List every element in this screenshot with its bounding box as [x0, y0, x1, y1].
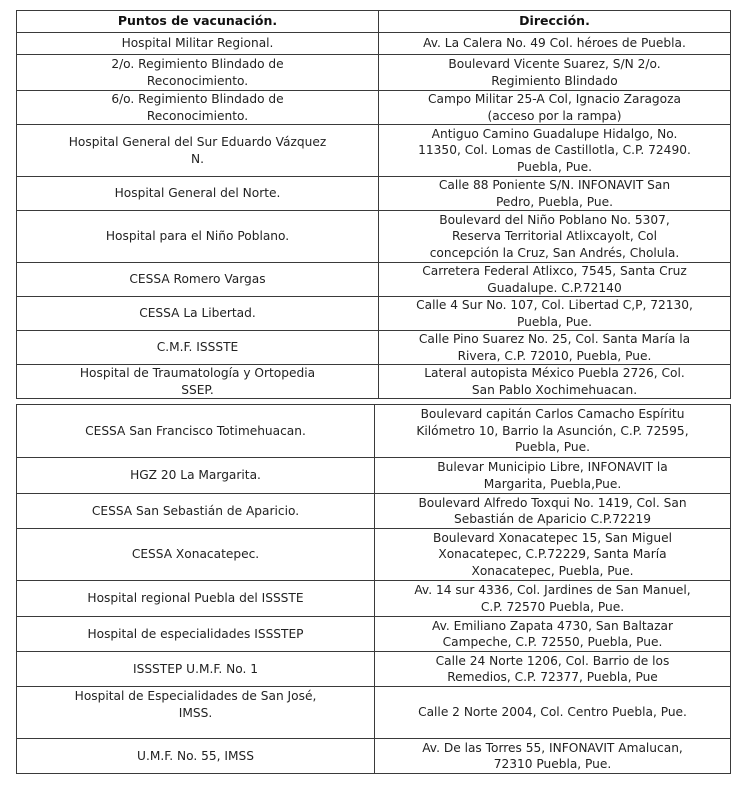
address-cell [375, 529, 731, 581]
vaccination-point-cell [17, 297, 379, 331]
address-line: Boulevard Vicente Suarez, S/N 2/o. [448, 57, 661, 71]
vaccination-point-name: Hospital para el Niño Poblano. [105, 229, 290, 244]
vaccination-point-cell [17, 55, 379, 91]
address-line: Xonacatepec, C.P.72229, Santa María [438, 547, 667, 562]
address-cell [375, 458, 731, 494]
table-row [17, 33, 731, 55]
vaccination-point-name: N. [191, 151, 204, 166]
address-line: Calle 24 Norte 1206, Col. Barrio de los [435, 653, 670, 668]
address-line: Av. La Calera No. 49 Col. héroes de Puebla. [423, 36, 686, 51]
table-row [17, 91, 731, 125]
address-cell [379, 297, 731, 331]
address-line: Campo Militar 25-A Col, Ignacio Zaragoza [428, 92, 681, 106]
address-line: Guadalupe. C.P.72140 [487, 280, 622, 295]
vaccination-point-name: Hospital General del Sur Eduardo Vázquez [68, 135, 327, 149]
vaccination-point-name: IMSS. [178, 705, 213, 720]
vaccination-point-cell [17, 177, 379, 211]
vaccination-point-cell [17, 581, 375, 617]
address-line: Remedios, C.P. 72377, Puebla, Pue [447, 670, 658, 684]
vaccination-point-name: HGZ 20 La Margarita. [130, 468, 261, 483]
vaccination-point-name: Hospital de Traumatología y Ortopedia [79, 366, 316, 380]
address-line: Xonacatepec, Puebla, Pue. [471, 563, 634, 578]
address-cell [379, 91, 731, 125]
table-row [17, 177, 731, 211]
table-row [17, 263, 731, 297]
table-row [17, 458, 731, 494]
address-line: Calle 4 Sur No. 107, Col. Libertad C,P, 72130, [416, 298, 693, 312]
vaccination-point-cell [17, 331, 379, 365]
vaccination-point-name: Hospital Militar Regional. [121, 36, 274, 51]
address-line: Puebla, Pue. [517, 314, 592, 329]
address-line: Calle 2 Norte 2004, Col. Centro Puebla, Pue. [418, 705, 687, 720]
vaccination-point-cell [17, 91, 379, 125]
table-row [17, 652, 731, 687]
address-line: C.P. 72570 Puebla, Pue. [480, 599, 625, 614]
vaccination-point-cell [17, 494, 375, 529]
table-row [17, 529, 731, 581]
vaccination-point-name: SSEP. [181, 382, 214, 397]
vaccination-point-name: CESSA San Sebastián de Aparicio. [91, 503, 300, 518]
address-cell [379, 55, 731, 91]
address-line: Rivera, C.P. 72010, Puebla, Pue. [457, 348, 652, 363]
address-line: Kilómetro 10, Barrio la Asunción, C.P. 72595, [416, 423, 689, 438]
address-line: Antiguo Camino Guadalupe Hidalgo, No. [431, 126, 678, 141]
address-line: Calle Pino Suarez No. 25, Col. Santa María la [418, 332, 691, 346]
vaccination-point-name: Hospital General del Norte. [114, 186, 281, 201]
address-cell [375, 617, 731, 652]
address-cell [375, 581, 731, 617]
vaccination-point-cell [17, 652, 375, 687]
vaccination-point-name: CESSA Xonacatepec. [131, 547, 260, 562]
table-row [17, 211, 731, 263]
address-cell [379, 211, 731, 263]
vaccination-point-name: Hospital regional Puebla del ISSSTE [87, 591, 304, 606]
vaccination-point-cell [17, 33, 379, 55]
address-cell [379, 263, 731, 297]
address-line: Av. Emiliano Zapata 4730, San Baltazar [432, 618, 673, 633]
table-row [17, 405, 731, 458]
vaccination-point-name: CESSA Romero Vargas [129, 272, 266, 287]
vaccination-point-cell [17, 529, 375, 581]
vaccination-point-cell [17, 125, 379, 177]
address-line: San Pablo Xochimehuacan. [471, 382, 638, 397]
vaccination-point-cell [17, 365, 379, 399]
address-cell [375, 405, 731, 458]
vaccination-point-cell [17, 405, 375, 458]
vaccination-table-bottom [16, 404, 731, 774]
address-line: Pedro, Puebla, Pue. [495, 194, 614, 209]
vaccination-point-cell [17, 211, 379, 263]
table-row [17, 331, 731, 365]
address-line: Margarita, Puebla,Pue. [483, 476, 622, 491]
vaccination-point-name: Hospital de especialidades ISSSTEP [87, 626, 304, 641]
address-line: concepción la Cruz, San Andrés, Cholula. [429, 245, 680, 260]
vaccination-point-cell [17, 458, 375, 494]
address-line: Boulevard capitán Carlos Camacho Espíritu [420, 407, 685, 422]
table-top-body [17, 33, 731, 399]
address-line: Carretera Federal Atlixco, 7545, Santa Cruz [422, 264, 687, 278]
vaccination-point-cell [17, 617, 375, 652]
address-line: Boulevard Alfredo Toxqui No. 1419, Col. San [418, 495, 687, 510]
vaccination-point-name: ISSSTEP U.M.F. No. 1 [132, 661, 258, 676]
table-row [17, 617, 731, 652]
vaccination-point-name: Hospital de Especialidades de San José, [74, 689, 317, 703]
address-cell [379, 177, 731, 211]
address-cell [379, 331, 731, 365]
vaccination-point-name: CESSA San Francisco Totimehuacan. [85, 423, 306, 438]
address-line: Av. De las Torres 55, INFONAVIT Amalucan, [422, 740, 683, 755]
header-vaccination-points: Puntos de vacunación. [17, 11, 379, 33]
vaccination-point-name: U.M.F. No. 55, IMSS [137, 748, 254, 763]
address-line: Puebla, Pue. [517, 159, 592, 174]
vaccination-point-cell [17, 263, 379, 297]
address-line: Campeche, C.P. 72550, Puebla, Pue. [442, 635, 663, 649]
address-cell [379, 365, 731, 399]
address-line: Regimiento Blindado [491, 73, 618, 88]
table-row [17, 55, 731, 91]
header-address: Dirección. [379, 11, 731, 33]
address-line: Puebla, Pue. [515, 440, 590, 455]
vaccination-point-name: Reconocimiento. [146, 108, 249, 123]
vaccination-point-cell [17, 739, 375, 774]
address-line: (acceso por la rampa) [487, 108, 622, 123]
address-line: 11350, Col. Lomas de Castillotla, C.P. 72490. [418, 143, 691, 158]
address-line: Sebastián de Aparicio C.P.72219 [454, 512, 651, 526]
address-line: Bulevar Municipio Libre, INFONAVIT la [437, 460, 668, 474]
header-row [17, 11, 731, 33]
address-cell [375, 687, 731, 739]
table-row [17, 581, 731, 617]
vaccination-point-name: C.M.F. ISSSTE [156, 340, 239, 355]
address-cell [375, 739, 731, 774]
table-row [17, 494, 731, 529]
address-line: Lateral autopista México Puebla 2726, Col. [424, 366, 685, 380]
table-row [17, 365, 731, 399]
vaccination-point-name: Reconocimiento. [146, 73, 249, 88]
address-cell [379, 33, 731, 55]
address-line: Reserva Territorial Atlixcayolt, Col [451, 229, 658, 244]
table-row [17, 739, 731, 774]
table-row [17, 125, 731, 177]
vaccination-table-top [16, 10, 731, 399]
table-row [17, 687, 731, 739]
address-cell [379, 125, 731, 177]
address-line: Av. 14 sur 4336, Col. Jardines de San Manuel, [414, 583, 691, 597]
vaccination-point-cell [17, 687, 375, 739]
vaccination-point-name: CESSA La Libertad. [139, 306, 256, 321]
address-line: Calle 88 Poniente S/N. INFONAVIT San [438, 178, 671, 192]
address-cell [375, 652, 731, 687]
vaccination-point-name: 2/o. Regimiento Blindado de [111, 57, 284, 71]
address-line: 72310 Puebla, Pue. [493, 757, 612, 771]
address-line: Boulevard Xonacatepec 15, San Miguel [432, 530, 673, 545]
vaccination-point-name: 6/o. Regimiento Blindado de [111, 92, 284, 106]
table-row [17, 297, 731, 331]
address-line: Boulevard del Niño Poblano No. 5307, [439, 212, 670, 227]
table-bottom-body [17, 405, 731, 774]
address-cell [375, 494, 731, 529]
